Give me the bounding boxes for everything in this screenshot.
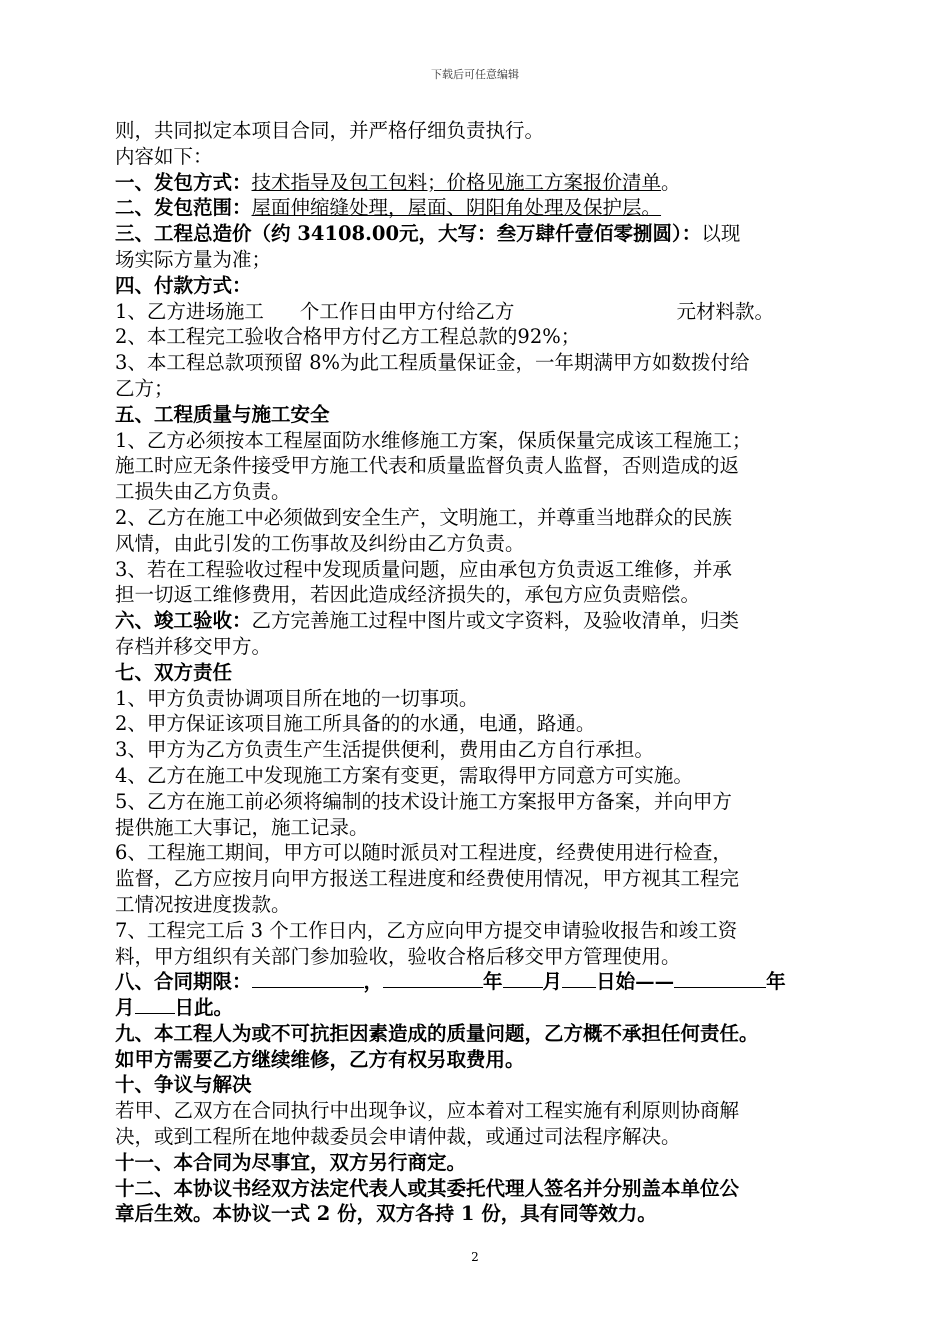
duty-item-1: 1、甲方负责协调项目所在地的一切事项。	[115, 686, 479, 710]
text-line: 提供施工大事记，施工记录。	[115, 815, 369, 839]
text-line: 存档并移交甲方。	[115, 634, 272, 658]
section-heading: 八、合同期限：	[115, 970, 252, 994]
section-heading: 六、竣工验收：	[115, 609, 252, 633]
text-line: 工损失由乙方负责。	[115, 480, 291, 504]
quality-item-1: 1、乙方必须按本工程屋面防水维修施工方案，保质保量完成该工程施工；	[115, 428, 752, 452]
year-label: 年	[766, 970, 786, 994]
blank-field[interactable]	[674, 969, 766, 988]
text-line: 如甲方需要乙方继续维修，乙方有权另取费用。	[115, 1047, 525, 1071]
contract-term-end	[115, 995, 855, 1021]
section-contract-mode	[115, 170, 855, 196]
month-label: 月	[542, 970, 563, 994]
text-line: 担一切返工维修费用，若因此造成经济损失的，承包方应负责赔偿。	[115, 583, 701, 607]
payment-item-1	[115, 299, 855, 325]
section-contract-scope	[115, 195, 855, 221]
blank-field[interactable]	[503, 969, 543, 988]
quality-item-2: 2、乙方在施工中必须做到安全生产，文明施工，并尊重当地群众的民族	[115, 505, 732, 529]
day-end-label: 日此。	[174, 996, 234, 1020]
payment-item-2: 2、本工程完工验收合格甲方付乙方工程总款的92%；	[115, 325, 581, 349]
year-label: 年	[483, 970, 503, 994]
section-value: 技术指导及包工包料；价格见施工方案报价清单	[251, 170, 662, 194]
text-fragment: 1、乙方进场施工	[115, 299, 264, 323]
payment-item-3: 3、本工程总款项预留 8%为此工程质量保证金，一年期满甲方如数拨付给	[115, 351, 750, 375]
section-heading: 四、付款方式：	[115, 273, 252, 297]
text-line: 章后生效。本协议一式 2 份，双方各持 1 份，具有同等效力。	[115, 1202, 657, 1226]
text-fragment: 元材料款。	[676, 299, 774, 323]
section-heading: 二、发包范围：	[115, 196, 252, 220]
text-line: 料，甲方组织有关部门参加验收，验收合格后移交甲方管理使用。	[115, 944, 681, 968]
section-contract-term	[115, 969, 855, 995]
duty-item-2: 2、甲方保证该项目施工所具备的的水通，电通，路通。	[115, 712, 596, 736]
text-line: 则，共同拟定本项目合同，并严格仔细负责执行。	[115, 119, 545, 142]
blank-field[interactable]	[562, 969, 596, 988]
section-total-price	[115, 221, 855, 247]
section-value: 屋面伸缩缝处理，屋面、阴阳角处理及保护层。	[251, 196, 662, 220]
month-label: 月	[115, 996, 135, 1020]
section-heading: 三、工程总造价（约 34108.00元，大写：叁万肆仟壹佰零捌圆）：	[115, 222, 702, 246]
section-effectiveness: 十二、本协议书经双方法定代表人或其委托代理人签名并分别盖本单位公	[115, 1176, 740, 1200]
day-start-label: 日始——	[596, 970, 675, 994]
duty-item-6: 6、工程施工期间，甲方可以随时派员对工程进度，经费使用进行检查，	[115, 841, 732, 865]
quality-item-3: 3、若在工程验收过程中发现质量问题，应由承包方负责返工维修，并承	[115, 557, 732, 581]
blank-field[interactable]	[135, 995, 175, 1014]
contract-body	[115, 118, 855, 1227]
dispute-text: 若甲、乙双方在合同执行中出现争议，应本着对工程实施有利原则协商解	[115, 1099, 740, 1123]
text-line: 乙方；	[115, 376, 174, 400]
punctuation: 。	[661, 170, 681, 194]
section-heading: 一、发包方式：	[115, 170, 252, 194]
duty-item-4: 4、乙方在施工中发现施工方案有变更，需取得甲方同意方可实施。	[115, 763, 693, 787]
section-acceptance	[115, 608, 855, 634]
duty-item-7: 7、工程完工后 3 个工作日内，乙方应向甲方提交申请验收报告和竣工资	[115, 918, 738, 942]
section-heading: 五、工程质量与施工安全	[115, 402, 330, 426]
section-heading: 十、争议与解决	[115, 1073, 252, 1097]
section-heading: 七、双方责任	[115, 660, 233, 684]
page-header-note: 下载后可任意编辑	[431, 68, 519, 81]
section-value: 以现	[701, 222, 741, 246]
duty-item-3: 3、甲方为乙方负责生产生活提供便利，费用由乙方自行承担。	[115, 738, 654, 762]
page-number: 2	[471, 1250, 479, 1264]
punctuation: ，	[363, 970, 384, 994]
text-line: 场实际方量为准；	[115, 247, 272, 271]
text-line: 施工时应无条件接受甲方施工代表和质量监督负责人监督，否则造成的返	[115, 454, 740, 478]
text-line: 工情况按进度拨款。	[115, 892, 291, 916]
text-line: 内容如下：	[115, 144, 213, 168]
section-value: 乙方完善施工过程中图片或文字资料，及验收清单，归类	[251, 609, 740, 633]
section-liability: 九、本工程人为或不可抗拒因素造成的质量问题，乙方概不承担任何责任。	[115, 1021, 759, 1045]
blank-field[interactable]	[383, 969, 483, 988]
section-other-matters: 十一、本合同为尽事宜，双方另行商定。	[115, 1150, 467, 1174]
text-line: 监督，乙方应按月向甲方报送工程进度和经费使用情况，甲方视其工程完	[115, 867, 740, 891]
text-line: 决，或到工程所在地仲裁委员会申请仲裁，或通过司法程序解决。	[115, 1125, 681, 1149]
duty-item-5: 5、乙方在施工前必须将编制的技术设计施工方案报甲方备案，并向甲方	[115, 789, 732, 813]
text-fragment: 个工作日由甲方付给乙方	[299, 299, 515, 323]
text-line: 风情，由此引发的工伤事故及纠纷由乙方负责。	[115, 531, 525, 555]
blank-field[interactable]	[252, 969, 364, 988]
